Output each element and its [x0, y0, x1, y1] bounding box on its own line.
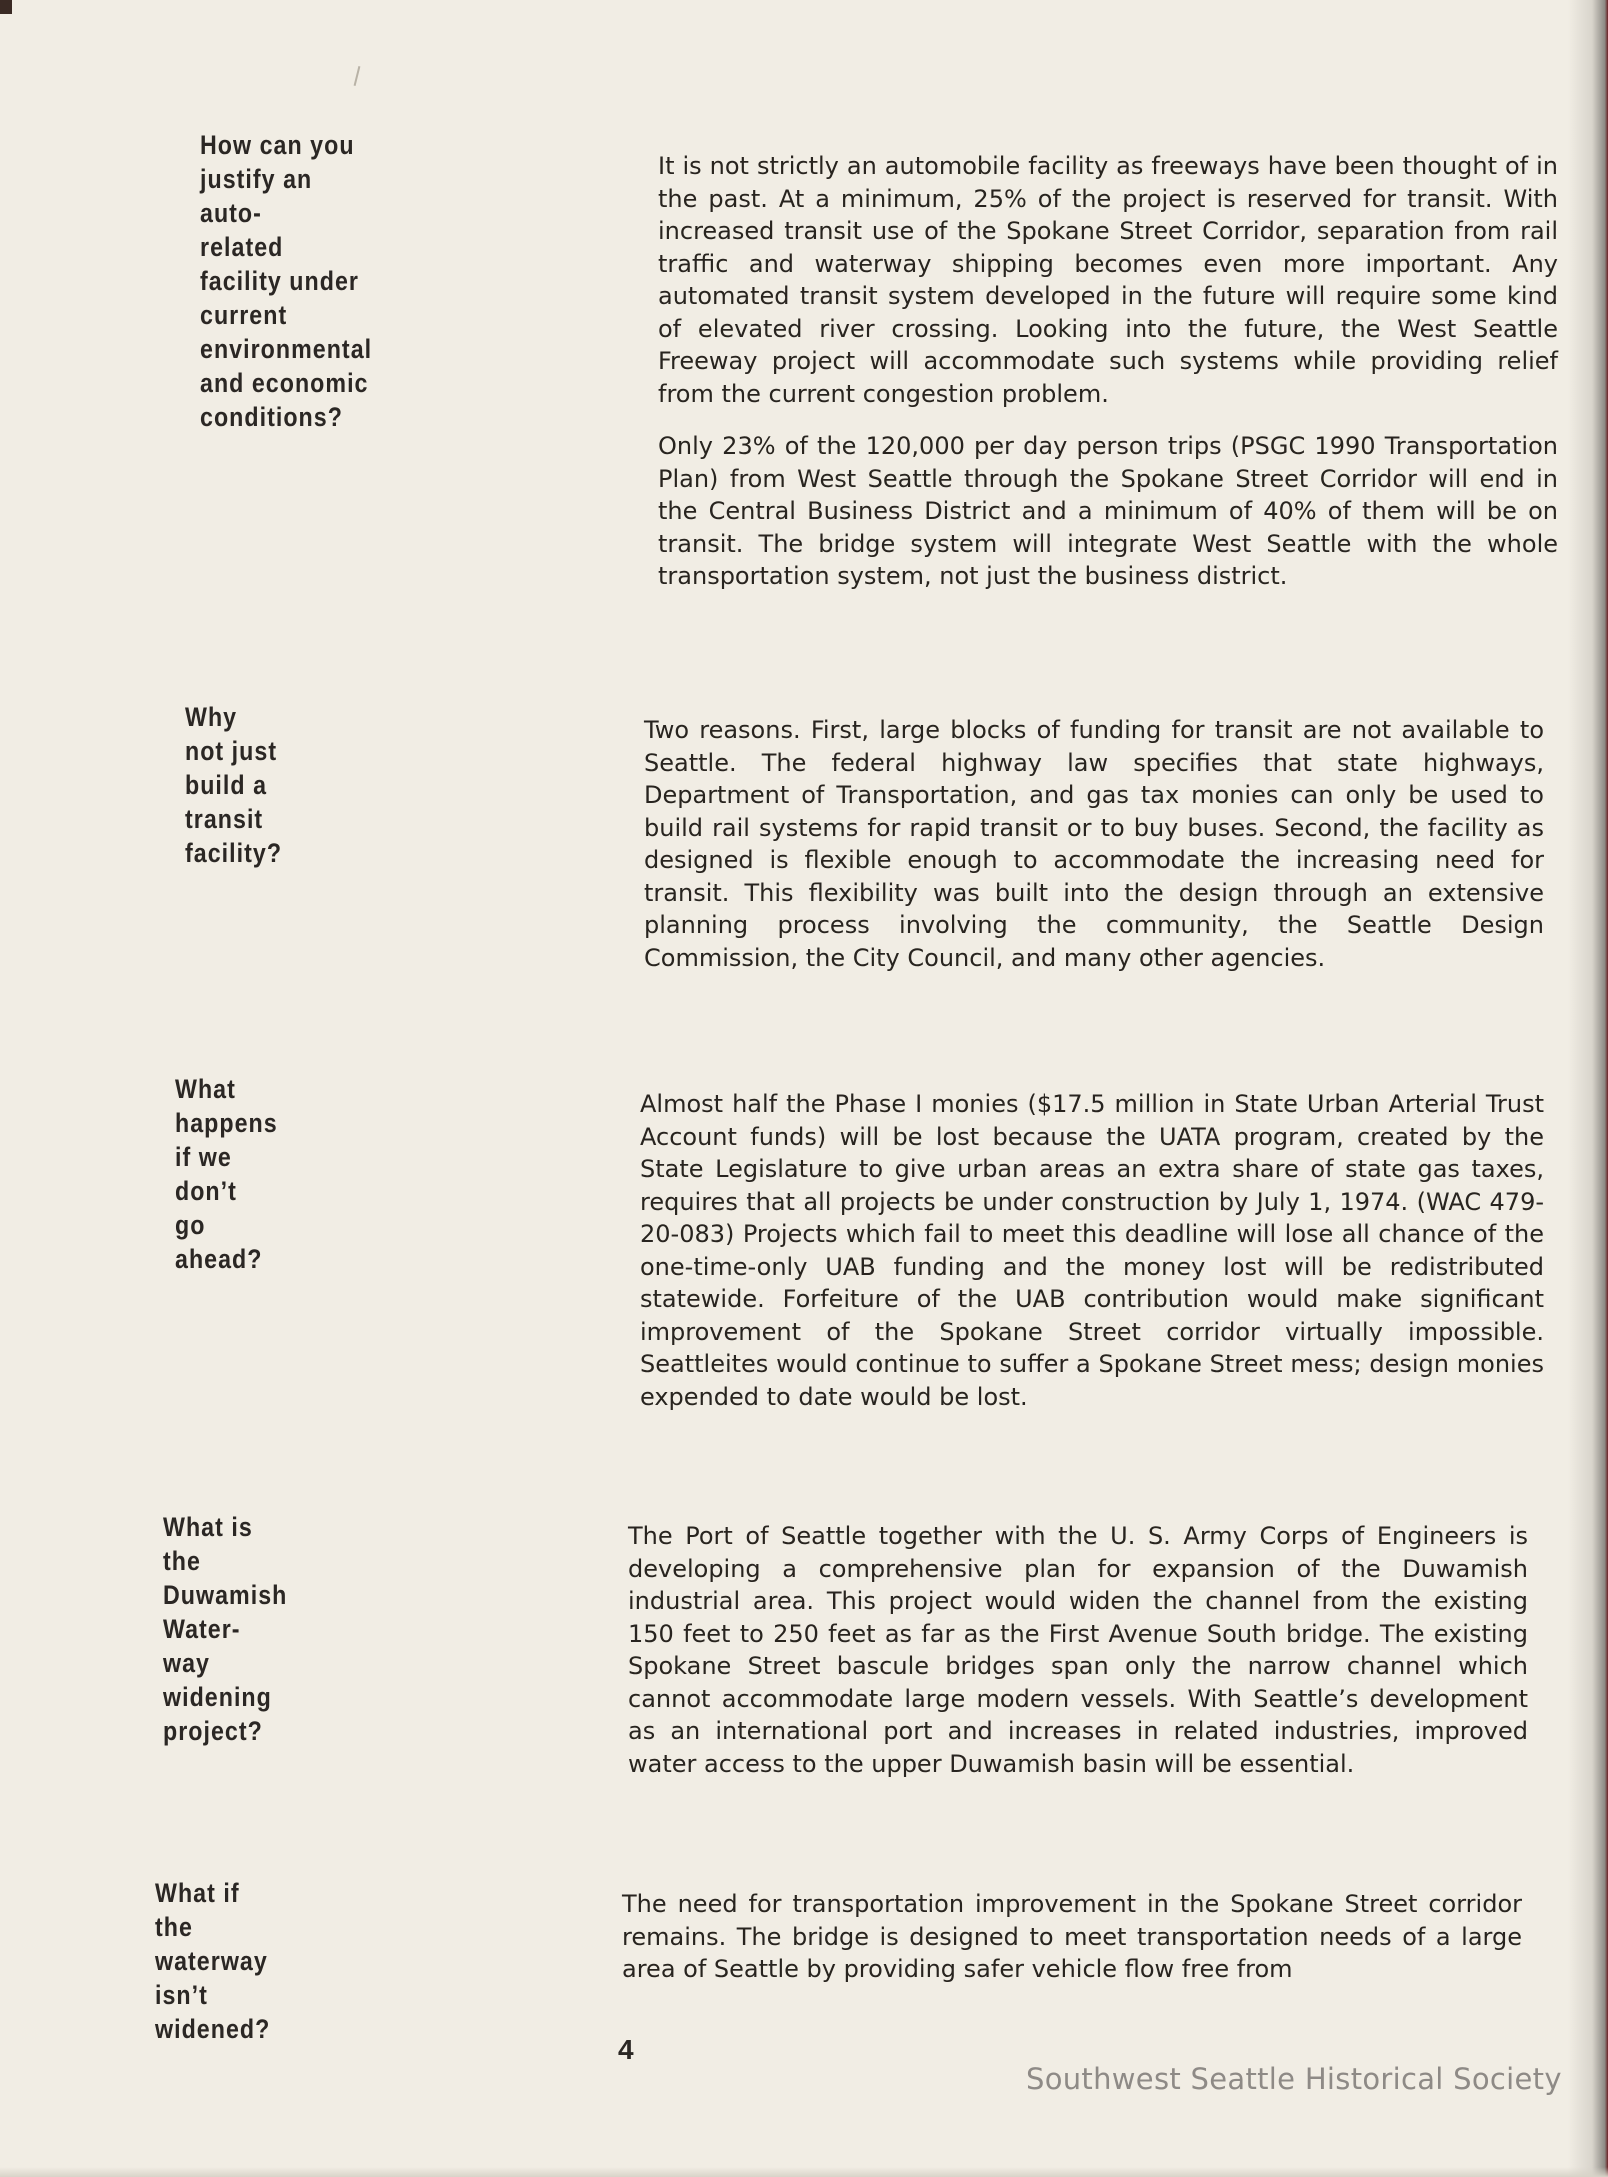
answer-4-paragraph-1: The Port of Seattle together with the U. S. Army Corps of Engineers is developing a comprehensive plan for expansion of the Duwamish industrial area. This project would widen the channel from the existing 150 feet to 250 feet as far as the First Avenue South bridge. The existing Spokane Street bascule bridges span only the narrow channel which cannot accommodate large modern vessels. With Seattle’s development as an international port and increases in related industries, improved water access to the upper Duwamish basin will be essential. — [628, 1522, 1528, 1778]
answer-1-paragraph-2: Only 23% of the 120,000 per day person trips (PSGC 1990 Transportation Plan) from West Seattle through the Spokane Street Corridor will end in the Central Business District and a minimum of 40% of them will be on transit. The bridge system will integrate West Seattle with the whole transportation system, not just the business district. — [658, 432, 1558, 590]
question-4: What is the Duwamish Water- way widening project? — [163, 1512, 288, 1746]
question-2: Why not just build a transit facility? — [185, 702, 283, 868]
answer-4 — [628, 1520, 1528, 1800]
answer-2-paragraph-1: Two reasons. First, large blocks of funding for transit are not available to Seattle. The federal highway law specifies that state highways, Department of Transportation, and gas tax monies can only be used to build rail systems for rapid transit or to buy buses. Second, the facility as designed is flexible enough to accommodate the increasing need for transit. This flexibility was built into the design through an extensive planning process involving the community, the Seattle Design Commission, the City Council, and many other agencies. — [644, 716, 1544, 972]
answer-1 — [658, 150, 1558, 613]
page-number: 4 — [618, 2034, 634, 2065]
answer-5-paragraph-1: The need for transportation improvement in the Spokane Street corridor remains. The bridge is designed to meet transportation needs of a large area of Seattle by providing safer vehicle flow free from — [622, 1890, 1522, 1983]
answer-3-paragraph-1: Almost half the Phase I monies ($17.5 million in State Urban Arterial Trust Account funds) will be lost because the UATA program, created by the State Legislature to give urban areas an extra share of state gas taxes, requires that all projects be under construction by July 1, 1974. (WAC 479-20-083) Projects which fail to meet this deadline will lose all chance of the one-time-only UAB funding and the money lost will be redistributed statewide. Forfeiture of the UAB contribution would make significant improvement of the Spokane Street corridor virtually impossible. Seattleites would continue to suffer a Spokane Street mess; design monies expended to date would be lost. — [640, 1090, 1544, 1411]
page-corner-edge — [0, 0, 12, 14]
answer-5 — [622, 1888, 1522, 2006]
page-bottom-edge — [0, 2167, 1608, 2177]
pencil-mark — [354, 66, 361, 86]
question-5: What if the waterway isn’t widened? — [155, 1878, 271, 2044]
question-3: What happens if we don’t go ahead? — [175, 1074, 278, 1274]
page-spine-shadow — [1568, 0, 1608, 2177]
watermark: Southwest Seattle Historical Society — [1026, 2062, 1562, 2096]
answer-2 — [644, 714, 1544, 994]
question-1: How can you justify an auto- related facility under current environmental and economic conditions? — [200, 130, 373, 432]
answer-1-paragraph-1: It is not strictly an automobile facility as freeways have been thought of in the past. At a minimum, 25% of the project is reserved for transit. With increased transit use of the Spokane Street Corridor, separation from rail traffic and waterway shipping becomes even more important. Any automated transit system developed in the future will require some kind of elevated river crossing. Looking into the future, the West Seattle Freeway project will accommodate such systems while providing relief from the current congestion problem. — [658, 152, 1558, 408]
answer-3 — [640, 1088, 1544, 1433]
